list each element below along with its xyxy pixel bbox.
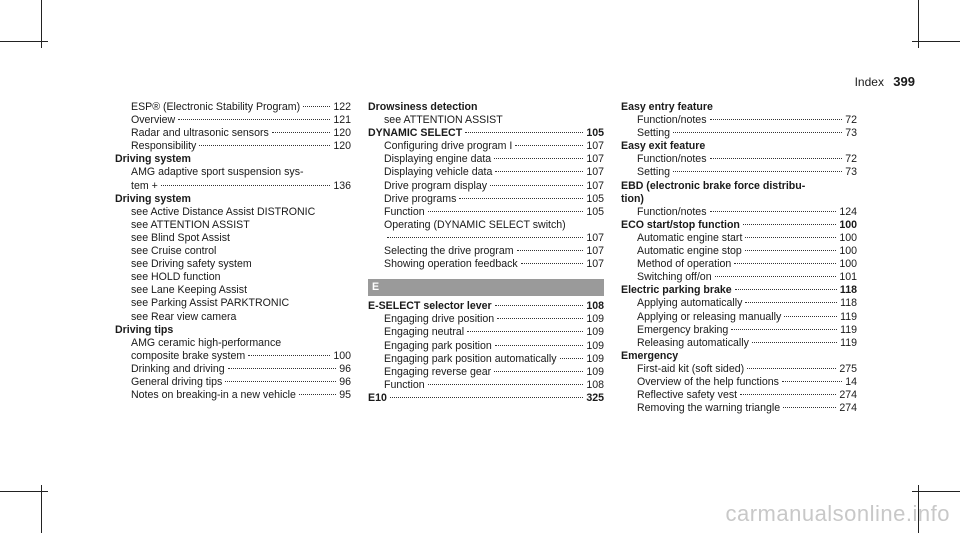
dot-leader [459,198,583,199]
index-heading: tion) [621,192,644,205]
index-column-1 [115,101,351,402]
entry-page-number: 107 [586,153,604,166]
entry-text: Displaying vehicle data [384,166,493,179]
entry-text: Setting [637,166,670,179]
entry-page-number: 122 [333,101,351,113]
index-entry[interactable] [115,180,351,193]
entry-page-number: 119 [840,336,857,349]
dot-leader [303,106,330,107]
entry-page-number: 109 [586,352,604,365]
entry-text: E-SELECT selector lever [368,300,492,313]
entry-page-number: 107 [586,166,604,179]
entry-text: Reflective safety vest [637,389,738,402]
entry-text: Automatic engine start [637,231,743,244]
index-entry[interactable] [115,389,351,402]
entry-text: Displaying engine data [384,153,492,166]
index-column-2 [368,101,604,405]
index-entry[interactable] [621,153,857,166]
dot-leader [495,305,584,306]
entry-page-number: 107 [586,140,604,153]
dot-leader [710,158,843,159]
dot-leader [390,397,583,398]
entry-text: DYNAMIC SELECT [368,127,463,140]
entry-page-number: 107 [586,231,604,244]
index-entry[interactable] [368,153,604,166]
entry-text: First-aid kit (soft sided) [637,362,745,375]
entry-page-number: 96 [339,375,351,388]
entry-page-number: 100 [839,218,857,231]
dot-leader [495,345,584,346]
entry-page-number: 101 [839,271,857,284]
entry-text: Showing operation feedback [384,258,518,271]
dot-leader [747,368,836,369]
dot-leader [465,132,583,133]
dot-leader [497,318,583,319]
entry-page-number: 118 [840,297,857,310]
entry-text: Engaging drive position [384,313,495,326]
entry-page-number: 73 [845,127,857,140]
index-entry[interactable] [368,366,604,379]
index-entry[interactable] [621,402,857,415]
index-entry[interactable]: AMG adaptive sport suspension sys- [131,166,304,179]
index-entry[interactable]: see Rear view camera [131,310,237,323]
entry-page-number: 109 [586,365,604,378]
index-heading[interactable] [368,392,604,405]
entry-page-number: 108 [586,300,604,313]
watermark: carmanualsonline.info [725,501,950,526]
entry-text: Automatic engine stop [637,245,742,258]
entry-text: ECO start/stop function [621,218,740,231]
index-entry[interactable]: see ATTENTION ASSIST [131,218,250,231]
dot-leader [740,394,836,395]
index-entry[interactable] [115,101,351,114]
entry-text: ESP® (Electronic Stability Program) [131,101,301,113]
dot-leader [248,355,330,356]
index-entry[interactable]: see Cruise control [131,245,217,258]
dot-leader [225,381,336,382]
entry-page-number: 109 [586,339,604,352]
entry-page-number: 100 [839,258,857,271]
index-entry[interactable] [368,232,604,245]
entry-text: Function/notes [637,205,707,218]
dot-leader [735,289,837,290]
dot-leader [783,407,836,408]
index-entry[interactable] [115,140,351,153]
index-entry[interactable] [621,389,857,402]
entry-page-number: 119 [840,323,857,336]
index-entry[interactable] [621,337,857,350]
entry-page-number: 120 [333,127,351,140]
index-heading: Driving system [115,192,191,205]
index-heading[interactable] [621,219,857,232]
entry-text: Overview [131,114,176,127]
index-entry[interactable] [368,258,604,271]
entry-text: Responsibility [131,140,197,153]
index-column-3 [621,101,857,415]
index-entry[interactable]: see Lane Keeping Assist [131,284,248,297]
index-entry[interactable] [115,376,351,389]
entry-page-number: 109 [586,326,604,339]
entry-page-number: 100 [333,349,351,362]
entry-text: Selecting the drive program [384,245,514,258]
dot-leader [782,381,842,382]
dot-leader [495,171,583,172]
entry-text: Function [384,378,425,391]
index-entry[interactable] [368,313,604,326]
dot-leader [228,368,337,369]
index-entry[interactable] [368,353,604,366]
index-entry[interactable] [368,206,604,219]
index-entry[interactable]: see ATTENTION ASSIST [384,114,503,127]
dot-leader [199,145,330,146]
entry-text: Method of operation [637,258,732,271]
entry-page-number: 100 [839,231,857,244]
index-heading[interactable] [368,300,604,313]
dot-leader [673,171,842,172]
entry-page-number: 107 [586,258,604,271]
entry-page-number: 107 [586,179,604,192]
dot-leader [272,132,331,133]
dot-leader [515,145,583,146]
index-entry[interactable] [621,206,857,219]
entry-text: Engaging park position [384,339,492,352]
entry-page-number: 325 [586,391,604,404]
header-label: Index [854,75,884,89]
index-entry[interactable]: see Active Distance Assist DISTRONIC [131,205,316,218]
index-entry[interactable] [368,340,604,353]
index-heading: Easy entry feature [621,101,713,113]
entry-text: Applying automatically [637,297,743,310]
index-entry[interactable] [621,166,857,179]
index-heading: Easy exit feature [621,140,706,153]
index-entry[interactable] [621,114,857,127]
entry-text: Engaging park position automatically [384,352,557,365]
index-heading: Drowsiness detection [368,101,478,113]
index-entry[interactable] [115,363,351,376]
dot-leader [467,331,583,332]
index-entry[interactable] [368,180,604,193]
entry-page-number: 274 [839,389,857,402]
index-entry[interactable] [368,193,604,206]
entry-page-number: 14 [845,375,857,388]
crop-mark [912,41,960,42]
entry-page-number: 105 [586,192,604,205]
index-entry[interactable]: see Driving safety system [131,258,252,271]
entry-text: Applying or releasing manually [637,310,782,323]
index-heading: EBD (electronic brake force distribu- [621,179,806,192]
dot-leader [731,329,837,330]
entry-text: tem + [131,179,158,192]
index-entry[interactable]: see Blind Spot Assist [131,231,230,244]
entry-page-number: 121 [333,114,351,127]
crop-mark [0,491,48,492]
dot-leader [710,119,843,120]
entry-page-number: 73 [845,166,857,179]
entry-text: Switching off/on [637,271,712,284]
dot-leader [745,302,837,303]
entry-text: E10 [368,391,387,404]
dot-leader [517,250,584,251]
dot-leader [784,316,837,317]
index-heading: Driving tips [115,323,174,336]
entry-text: Engaging reverse gear [384,365,492,378]
page-header [855,74,915,89]
entry-page-number: 105 [586,127,604,140]
index-entry[interactable] [621,232,857,245]
entry-text: Electric parking brake [621,284,732,297]
entry-text: Notes on breaking-in a new vehicle [131,389,296,402]
dot-leader [490,185,583,186]
index-entry[interactable] [115,114,351,127]
crop-mark [0,41,48,42]
entry-text: Configuring drive program I [384,140,513,153]
entry-text: Function/notes [637,153,707,166]
dot-leader [521,263,584,264]
dot-leader [673,132,842,133]
entry-page-number: 72 [845,114,857,127]
dot-leader [178,119,330,120]
dot-leader [387,237,583,238]
entry-page-number: 105 [586,205,604,218]
dot-leader [734,263,836,264]
entry-text: Function/notes [637,114,707,127]
index-heading[interactable] [368,127,604,140]
dot-leader [560,358,584,359]
entry-text: Engaging neutral [384,326,465,339]
dot-leader [743,224,836,225]
index-entry[interactable] [368,326,604,339]
dot-leader [715,276,837,277]
entry-page-number: 274 [839,402,857,415]
index-entry[interactable] [621,324,857,337]
index-entry[interactable] [621,271,857,284]
index-entry[interactable] [621,258,857,271]
entry-text: composite brake system [131,349,246,362]
index-heading: Emergency [621,349,679,362]
index-entry[interactable] [621,127,857,140]
index-entry[interactable]: AMG ceramic high-performance [131,336,282,349]
dot-leader [752,342,837,343]
entry-text: Function [384,205,425,218]
dot-leader [710,211,837,212]
dot-leader [745,250,836,251]
page-number: 399 [893,74,915,89]
entry-page-number: 120 [333,140,351,153]
index-entry[interactable] [368,140,604,153]
index-entry[interactable] [368,166,604,179]
index-entry[interactable] [115,350,351,363]
index-heading: Driving system [115,153,191,166]
entry-page-number: 96 [339,362,351,375]
index-entry[interactable] [115,127,351,140]
index-entry[interactable] [621,311,857,324]
section-header: E [368,279,604,296]
crop-mark [912,491,960,492]
entry-page-number: 108 [586,378,604,391]
entry-text: Setting [637,127,670,140]
entry-page-number: 136 [333,179,351,192]
entry-page-number: 109 [586,313,604,326]
index-entry[interactable] [621,297,857,310]
entry-text: Drive programs [384,192,457,205]
entry-text: Drive program display [384,179,488,192]
crop-mark [41,485,42,533]
dot-leader [494,158,583,159]
index-entry[interactable]: see HOLD function [131,271,221,284]
dot-leader [428,384,584,385]
dot-leader [299,394,336,395]
entry-page-number: 72 [845,153,857,166]
entry-text: Emergency braking [637,323,729,336]
entry-text: Radar and ultrasonic sensors [131,127,269,140]
entry-page-number: 118 [839,284,857,297]
index-entry[interactable] [621,376,857,389]
dot-leader [494,371,583,372]
dot-leader [428,211,584,212]
entry-page-number: 100 [839,245,857,258]
dot-leader [745,237,836,238]
index-heading[interactable] [621,284,857,297]
entry-text: General driving tips [131,375,223,388]
entry-page-number: 107 [586,245,604,258]
entry-page-number: 119 [840,310,857,323]
dot-leader [161,185,331,186]
index-entry[interactable]: see Parking Assist PARKTRONIC [131,297,290,310]
entry-text: Removing the warning triangle [637,402,781,415]
entry-text: Drinking and driving [131,362,225,375]
index-entry[interactable] [368,245,604,258]
entry-text: Releasing automatically [637,336,749,349]
index-entry[interactable] [621,363,857,376]
entry-text: Overview of the help functions [637,375,779,388]
entry-page-number: 95 [339,389,351,402]
entry-page-number: 275 [839,362,857,375]
index-entry[interactable]: Operating (DYNAMIC SELECT switch) [384,218,566,231]
entry-page-number: 124 [839,205,857,218]
index-entry[interactable] [368,379,604,392]
index-entry[interactable] [621,245,857,258]
